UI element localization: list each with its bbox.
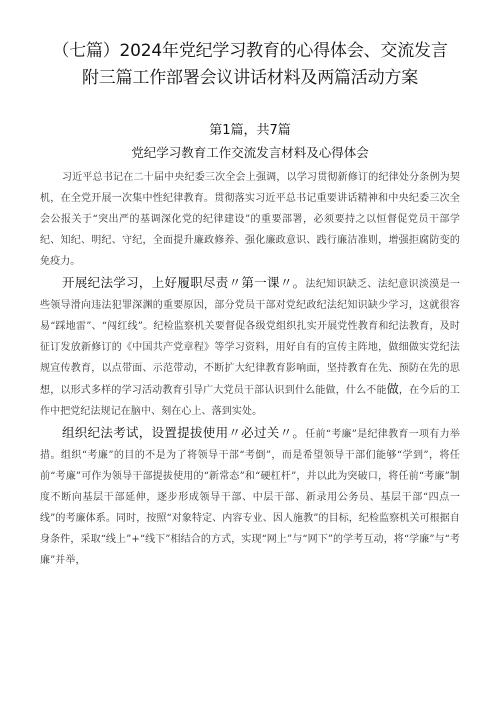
document-title-line1: （七篇）2024年党纪学习教育的心得体会、交流发言 <box>52 41 448 61</box>
section-title: 党纪学习教育工作交流发言材料及心得体会 <box>131 145 369 160</box>
paragraph-heading-study: 开展纪法学习，上好履职尽责〃第一课〃。 <box>62 275 306 290</box>
part-indicator: 第1篇，共7篇 <box>209 123 291 138</box>
document-title <box>40 0 460 92</box>
document-title-line2: 附三篇工作部署会议讲话材料及两篇活动方案 <box>82 68 418 88</box>
paragraph-study-text-a: 法纪知识缺乏、法纪意识淡漠是一些领导滑向违法犯罪深渊的重要原因，部分党员干部对党纪政纪法纪知识缺少学习，这就很容易“踩地雷”、“闯红线”。纪检监察机关要督促各级党组织扎实开展党性教育和纪法教育，及时征订发放新修订的《中国共产党章程》等学习资料，用好自有的宣传主阵地，做细做实党纪法规宣传教育，以点带面、示范带动，不断扩大纪律教育影响面，坚持教育在先、预防在先的思想，以形式多样的学习活动教育引导广大党员干部认识到什么能做，什么不能 <box>40 279 461 396</box>
paragraph-study-emphasis: 做 <box>386 382 399 396</box>
paragraph-study-text-b: ，在今后的工作中把党纪法规记在脑中、刻在心上、落到实处。 <box>40 385 460 417</box>
paragraph-intro: 习近平总书记在二十届中央纪委三次全会上强调，以学习贯彻新修订的纪律处分条例为契机，在全党开展一次集中性纪律教育。贯彻落实习近平总书记重要讲话精神和中央纪委三次全会公报关于“突出严的基调深化党的纪律建设”的重要部署，必须要持之以恒督促党员干部学纪、知纪、明纪、守纪，全面提升廉政修养、强化廉政意识、践行廉洁准则，增强拒腐防变的免疫力。 <box>40 172 460 267</box>
paragraph-exam-text: 任前“考廉”是纪律教育一项有力举措。组织“考廉”的目的不是为了将领导干部“考倒”，而是希望领导干部们能够“学到”，将任前“考廉”可作为领导干部提拔使用的“新常态”和“硬杠杆”，并以此为突破口，将任前“考廉”制度不断向基层干部延伸，逐步形成领导干部、中层干部、新录用公务员、基层干部“四点一线”的考廉体系。同时，按照“对象特定、内容专业、因人施教”的目标，纪检监察机关可根据自身条件，采取“线上”+“线下”相结合的方式，实现“网上”与“网下”的学考互动，将“学廉”与“考廉”并举， <box>40 429 460 566</box>
paragraph-exam <box>40 422 460 571</box>
paragraph-study <box>40 272 460 422</box>
paragraph-heading-exam: 组织纪法考试，设置提拔使用〃必过关〃。 <box>62 425 306 440</box>
